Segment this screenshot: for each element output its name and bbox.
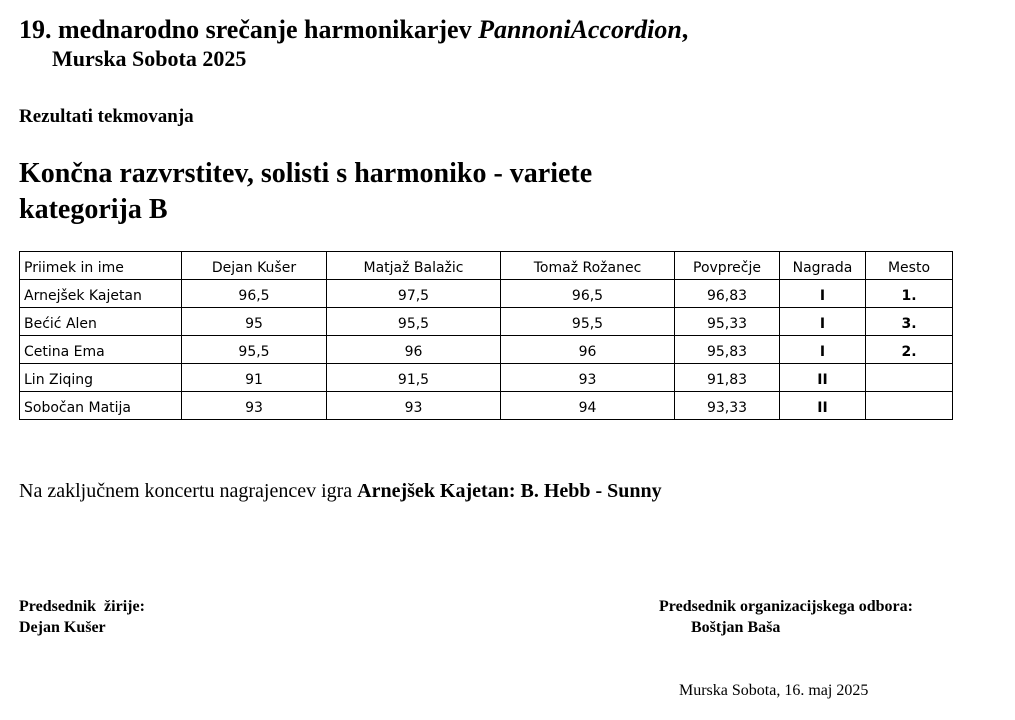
document-title <box>19 14 688 46</box>
cell-score-judge-2: 96 <box>327 336 501 364</box>
cell-score-judge-3: 96,5 <box>501 280 675 308</box>
cell-average: 95,83 <box>675 336 780 364</box>
section-label: Rezultati tekmovanja <box>19 106 194 127</box>
column-header-average: Povprečje <box>675 252 780 280</box>
cell-score-judge-2: 93 <box>327 392 501 420</box>
column-header-score-judge-2: Matjaž Balažic <box>327 252 501 280</box>
cell-score-judge-2: 95,5 <box>327 308 501 336</box>
cell-score-judge-1: 95,5 <box>182 336 327 364</box>
jury-president-signature <box>19 596 145 638</box>
concert-prefix: Na zaključnem koncertu nagrajencev igra <box>19 480 358 502</box>
document-subtitle: Murska Sobota 2025 <box>52 46 247 71</box>
title-suffix: , <box>681 15 689 44</box>
cell-score-judge-3: 96 <box>501 336 675 364</box>
cell-average: 96,83 <box>675 280 780 308</box>
title-prefix: 19. mednarodno srečanje harmonikarjev <box>19 15 479 44</box>
cell-score-judge-3: 93 <box>501 364 675 392</box>
column-header-award: Nagrada <box>780 252 866 280</box>
table-row <box>20 280 953 308</box>
results-heading <box>19 156 592 228</box>
title-event-name: PannoniAccordion <box>478 15 682 44</box>
cell-place: 3. <box>866 308 953 336</box>
cell-award: I <box>780 336 866 364</box>
cell-award: II <box>780 392 866 420</box>
table-row <box>20 364 953 392</box>
cell-name: Cetina Ema <box>20 336 182 364</box>
cell-average: 95,33 <box>675 308 780 336</box>
jury-president-role: Predsednik žirije: <box>19 598 145 615</box>
closing-concert-note <box>19 478 662 504</box>
cell-score-judge-3: 95,5 <box>501 308 675 336</box>
cell-award: II <box>780 364 866 392</box>
cell-name: Lin Ziqing <box>20 364 182 392</box>
cell-place: 2. <box>866 336 953 364</box>
cell-score-judge-1: 93 <box>182 392 327 420</box>
cell-place <box>866 364 953 392</box>
cell-name: Sobočan Matija <box>20 392 182 420</box>
cell-average: 91,83 <box>675 364 780 392</box>
table-row <box>20 392 953 420</box>
results-heading-line1: Končna razvrstitev, solisti s harmoniko - variete <box>19 158 593 189</box>
column-header-score-judge-1: Dejan Kušer <box>182 252 327 280</box>
table-header-row <box>20 252 953 280</box>
cell-name: Arnejšek Kajetan <box>20 280 182 308</box>
column-header-name: Priimek in ime <box>20 252 182 280</box>
cell-score-judge-1: 96,5 <box>182 280 327 308</box>
cell-score-judge-2: 97,5 <box>327 280 501 308</box>
results-heading-line2: kategorija B <box>19 194 168 225</box>
cell-name: Bećić Alen <box>20 308 182 336</box>
cell-score-judge-1: 95 <box>182 308 327 336</box>
cell-award: I <box>780 308 866 336</box>
results-table <box>19 251 953 420</box>
concert-performer: Arnejšek Kajetan: B. Hebb - Sunny <box>357 480 662 502</box>
cell-award: I <box>780 280 866 308</box>
organizing-president-role: Predsednik organizacijskega odbora: <box>659 598 913 615</box>
cell-score-judge-2: 91,5 <box>327 364 501 392</box>
cell-place: 1. <box>866 280 953 308</box>
place-date: Murska Sobota, 16. maj 2025 <box>679 682 869 699</box>
cell-score-judge-3: 94 <box>501 392 675 420</box>
cell-score-judge-1: 91 <box>182 364 327 392</box>
jury-president-name: Dejan Kušer <box>19 619 106 636</box>
table-row <box>20 308 953 336</box>
column-header-place: Mesto <box>866 252 953 280</box>
cell-place <box>866 392 953 420</box>
table-row <box>20 336 953 364</box>
column-header-score-judge-3: Tomaž Rožanec <box>501 252 675 280</box>
cell-average: 93,33 <box>675 392 780 420</box>
organizing-president-name: Boštjan Baša <box>691 619 781 636</box>
